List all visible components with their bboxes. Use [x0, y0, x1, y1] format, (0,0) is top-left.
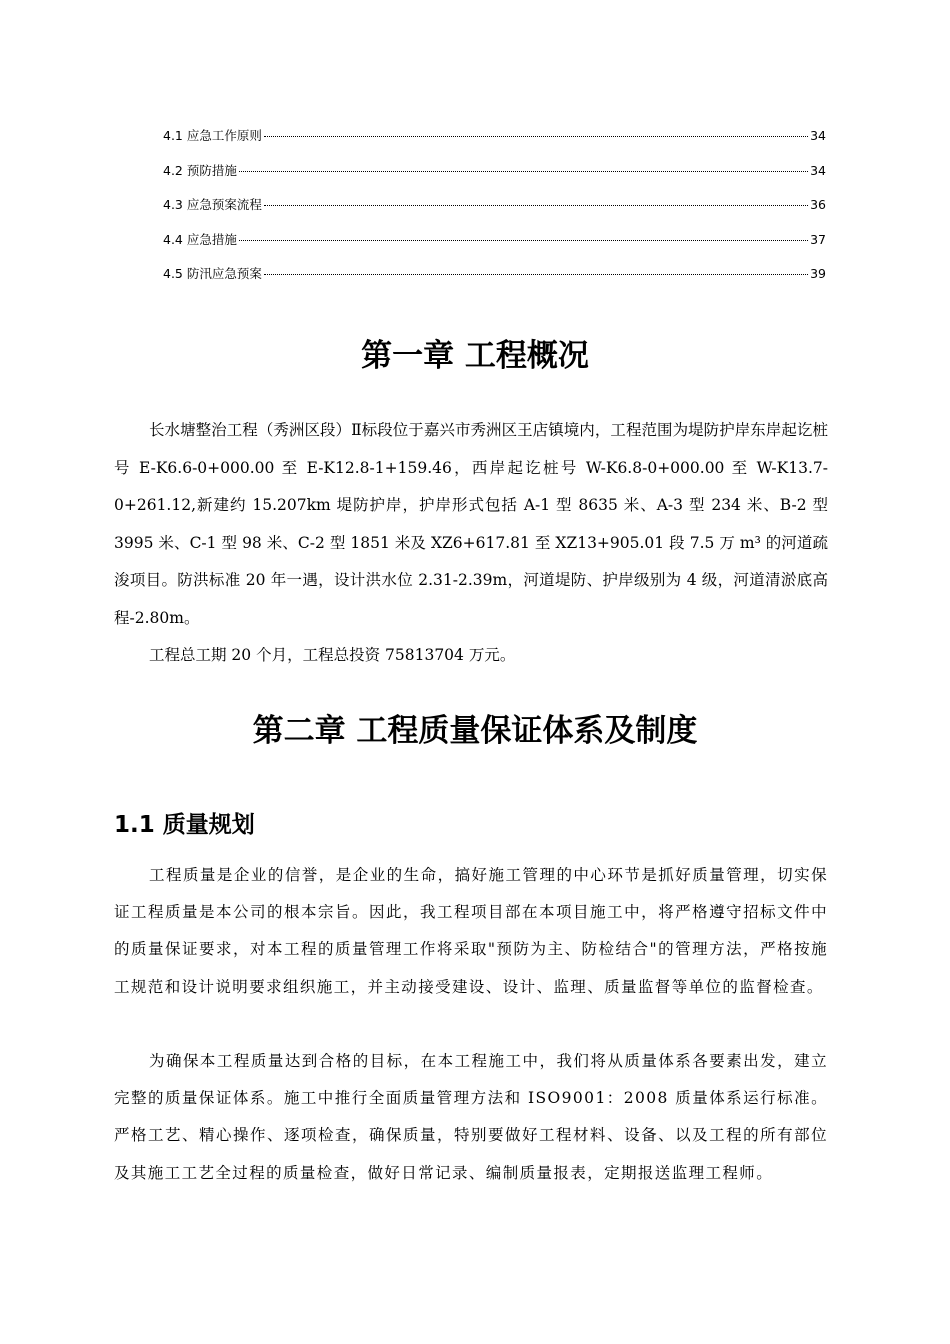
toc-leader-dots — [264, 136, 808, 137]
toc-entry-page: 34 — [810, 162, 826, 178]
toc-entry-page: 39 — [810, 266, 826, 281]
toc-entry-page: 34 — [810, 128, 826, 143]
chapter-1-paragraph-1: 长水塘整治工程（秀洲区段）Ⅱ标段位于嘉兴市秀洲区王店镇境内，工程范围为堤防护岸东岸起讫桩号 E-K6.6-0+000.00 至 E-K12.8-1+159.46，西岸起讫桩号 W-K6.8-0+000.00 至 W-K13.7-0+261.12,新建约 15.207km 堤防护岸，护岸形式包括 A-1 型 8635 米、A-3 型 234 米、B-2 型 3995 米、C-1 型 98 米、C-2 型 1851 米及 XZ6+617.81 至 XZ13+905.01 段 7.5 万 m³ 的河道疏浚项目。防洪标准 20 年一遇，设计洪水位 2.31-2.39m，河道堤防、护岸级别为 4 级，河道清淤底高程-2.80m。 — [114, 421, 828, 627]
toc-entry[interactable] — [163, 195, 826, 230]
section-1-1-paragraph-1: 工程质量是企业的信誉，是企业的生命，搞好施工管理的中心环节是抓好质量管理，切实保证工程质量是本公司的根本宗旨。因此，我工程项目部在本项目施工中，将严格遵守招标文件中的质量保证要求，对本工程的质量管理工作将采取"预防为主、防检结合"的管理方法，严格按施工规范和设计说明要求组织施工，并主动接受建设、设计、监理、质量监督等单位的监督检查。 — [114, 866, 828, 996]
toc-entry[interactable] — [163, 230, 826, 265]
toc-entry-label: 4.1 应急工作原则 — [163, 128, 262, 143]
toc-entry[interactable] — [163, 264, 826, 299]
toc-entry-label: 4.3 应急预案流程 — [163, 197, 262, 212]
toc-leader-dots — [239, 171, 808, 172]
table-of-contents — [163, 126, 826, 299]
section-1-1-title: 1.1 质量规划 — [114, 812, 255, 838]
toc-entry-label: 4.4 应急措施 — [163, 231, 237, 247]
toc-entry-page: 37 — [810, 231, 826, 247]
section-1-1-paragraph-2: 为确保本工程质量达到合格的目标，在本工程施工中，我们将从质量体系各要素出发，建立完整的质量保证体系。施工中推行全面质量管理方法和 ISO9001：2008 质量体系运行标准。严格工艺、精心操作、逐项检查，确保质量，特别要做好工程材料、设备、以及工程的所有部位及其施工工艺全过程的质量检查，做好日常记录、编制质量报表，定期报送监理工程师。 — [114, 1052, 828, 1182]
toc-entry-label: 4.5 防汛应急预案 — [163, 266, 262, 281]
toc-leader-dots — [239, 240, 808, 241]
chapter-2-title: 第二章 工程质量保证体系及制度 — [252, 713, 698, 749]
toc-leader-dots — [264, 205, 808, 206]
chapter-1-title: 第一章 工程概况 — [361, 338, 589, 374]
toc-entry[interactable] — [163, 126, 826, 161]
toc-entry-label: 4.2 预防措施 — [163, 162, 237, 178]
toc-leader-dots — [264, 274, 808, 275]
chapter-1-paragraph-2: 工程总工期 20 个月，工程总投资 75813704 万元。 — [149, 646, 516, 664]
toc-entry-page: 36 — [810, 197, 826, 212]
toc-entry[interactable] — [163, 161, 826, 196]
